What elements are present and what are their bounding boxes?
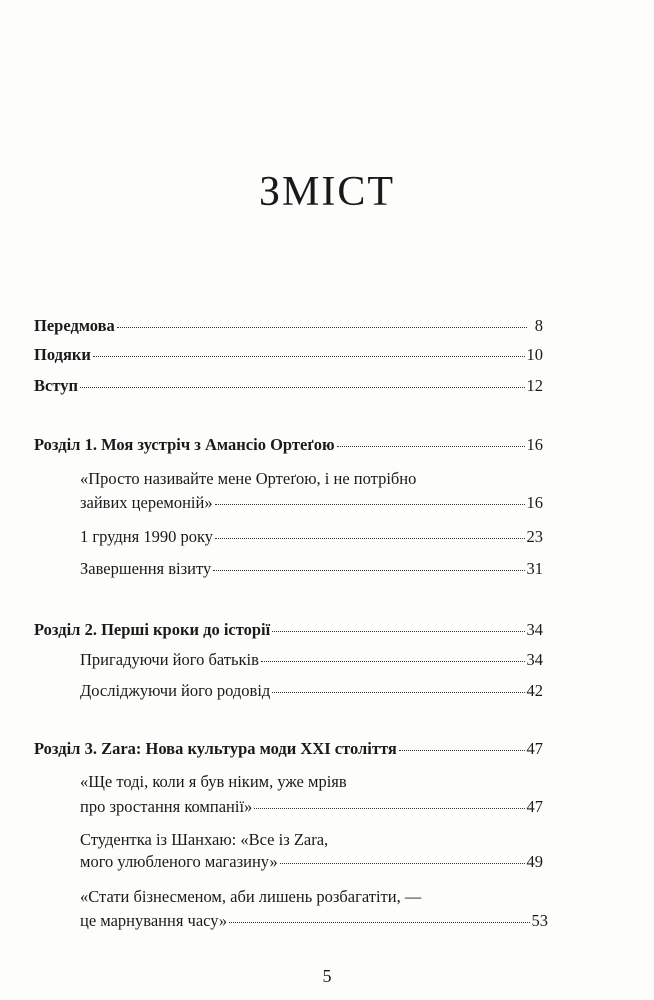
toc-entry-section[interactable]	[80, 561, 543, 578]
toc-entry-page: 42	[526, 681, 543, 700]
dot-leader	[93, 354, 525, 357]
toc-entry-chapter-2[interactable]	[34, 622, 543, 639]
toc-entry-page: 16	[526, 435, 543, 454]
toc-entry-label: Розділ 1. Моя зустріч з Амансіо Ортеґою	[34, 435, 335, 454]
toc-entry-page: 34	[526, 620, 543, 639]
toc-entry-section[interactable]	[80, 529, 543, 546]
toc-entry-label: Вступ	[34, 376, 78, 395]
dot-leader	[337, 444, 525, 447]
dot-leader	[254, 806, 524, 809]
toc-entry-section[interactable]	[80, 495, 543, 512]
toc-entry-page: 53	[531, 911, 548, 930]
toc-entry-label: Розділ 3. Zara: Нова культура моди XXI століття	[34, 739, 397, 758]
toc-entry-section[interactable]	[80, 799, 543, 816]
toc-entry-page: 12	[526, 376, 543, 395]
dot-leader	[261, 659, 525, 662]
page-number: 5	[322, 966, 332, 986]
toc-entry-label: Пригадуючи його батьків	[80, 650, 259, 669]
dot-leader	[215, 502, 525, 505]
toc-entry-page: 47	[526, 797, 543, 816]
dot-leader	[117, 325, 527, 328]
page-title: ЗМІСТ	[258, 169, 396, 215]
toc-entry-page: 8	[534, 316, 543, 335]
toc-entry-section[interactable]	[80, 854, 543, 871]
toc-entry-line: «Просто називайте мене Ортеґою, і не потрібно	[80, 469, 417, 488]
toc-entry-page: 31	[526, 559, 543, 578]
toc-entry-label: Розділ 2. Перші кроки до історії	[34, 620, 271, 639]
toc-entry-label: це марнування часу»	[80, 911, 228, 930]
toc-entry-page: 16	[526, 493, 543, 512]
toc-entry-line: Студентка із Шанхаю: «Все із Zara,	[80, 830, 329, 849]
toc-entry-section[interactable]	[80, 652, 543, 669]
toc-entry-line: «Ще тоді, коли я був ніким, уже мріяв	[80, 772, 347, 791]
toc-entry-page: 23	[526, 527, 543, 546]
toc-entry-chapter-3[interactable]	[34, 741, 543, 758]
toc-entry-label: Подяки	[34, 345, 91, 364]
toc-entry-page: 34	[526, 650, 543, 669]
toc-entry-page: 49	[526, 852, 543, 871]
toc-entry-label: 1 грудня 1990 року	[80, 527, 213, 546]
dot-leader	[229, 920, 529, 923]
dot-leader	[272, 690, 524, 693]
toc-entry-label: про зростання компанії»	[80, 797, 253, 816]
toc-entry-page: 10	[526, 345, 543, 364]
toc-entry-line: «Стати бізнесменом, аби лишень розбагатіти, —	[80, 887, 422, 906]
dot-leader	[280, 861, 525, 864]
dot-leader	[399, 748, 525, 751]
dot-leader	[80, 385, 525, 388]
dot-leader	[213, 568, 524, 571]
toc-entry-page: 47	[526, 739, 543, 758]
toc-entry-introduction[interactable]	[34, 378, 543, 395]
toc-entry-section[interactable]	[80, 683, 543, 700]
toc-entry-label: мого улюбленого магазину»	[80, 852, 278, 871]
toc-entry-label: Досліджуючи його родовід	[80, 681, 271, 700]
toc-entry-foreword[interactable]	[34, 318, 543, 335]
toc-entry-chapter-1[interactable]	[34, 437, 543, 454]
toc-entry-acknowledgements[interactable]	[34, 347, 543, 364]
toc-entry-label: зайвих церемоній»	[80, 493, 213, 512]
toc-entry-section[interactable]	[80, 913, 548, 930]
toc-entry-label: Завершення візиту	[80, 559, 212, 578]
toc-entry-label: Передмова	[34, 316, 115, 335]
dot-leader	[272, 629, 524, 632]
dot-leader	[215, 536, 525, 539]
